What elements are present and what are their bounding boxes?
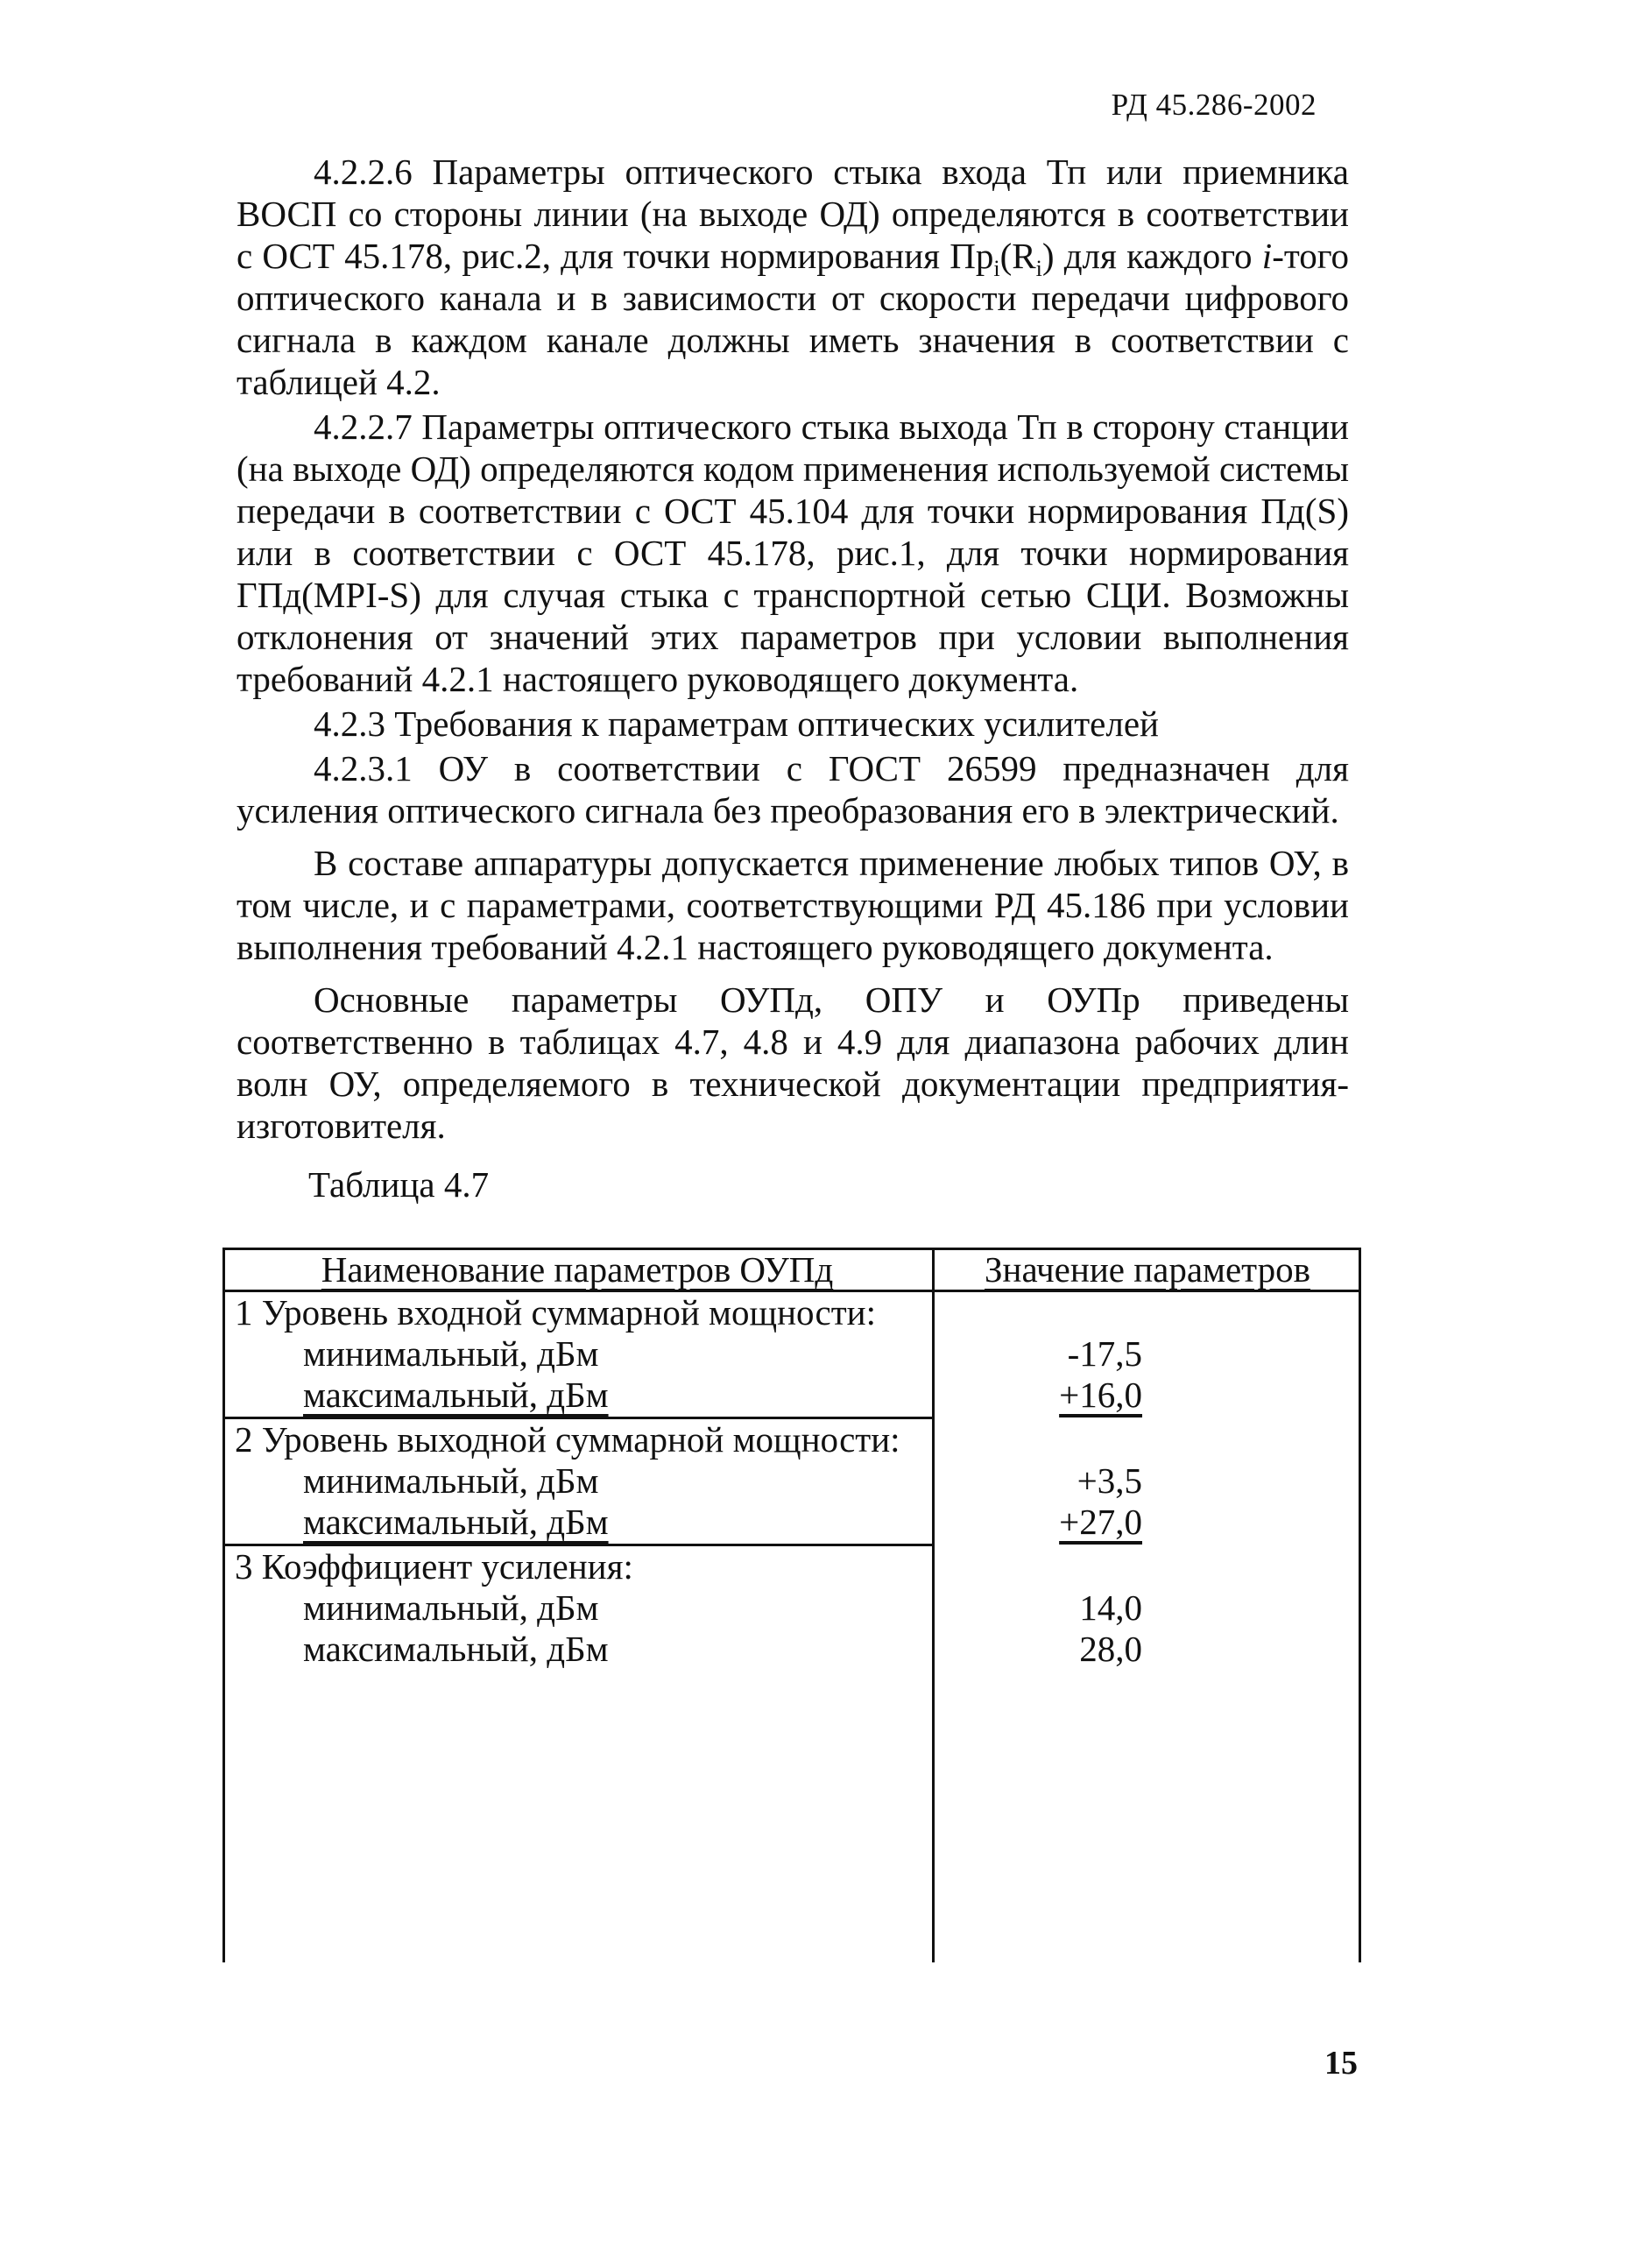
subscript-i: i	[993, 256, 1000, 282]
row-value: 28,0	[1079, 1629, 1142, 1669]
paragraph-4-2-3-1: 4.2.3.1 ОУ в соответствии с ГОСТ 26599 предназначен для усиления оптического сигнала без преобразования его в электрический.	[237, 748, 1349, 831]
paragraph-main-params: Основные параметры ОУПд, ОПУ и ОУПр приведены соответственно в таблицах 4.7, 4.8 и 4.9 для диапазона рабочих длин волн ОУ, определяемого в технической документации предприятия-изготовителя.	[237, 979, 1349, 1146]
row-label: минимальный, дБм	[303, 1333, 599, 1374]
paragraph-text: 4.2.2.6 Параметры оптического стыка входа Тп или приемника ВОСП со стороны линии (на выходе ОД) определяются в соответствии с ОСТ 45.178, рис.2, для точки нормирования Пр	[237, 152, 1349, 276]
document-code: РД 45.286-2002	[1111, 88, 1317, 122]
row-label: максимальный, дБм	[303, 1629, 609, 1669]
row-value: +27,0	[1059, 1502, 1142, 1542]
row-label: максимальный, дБм	[303, 1375, 609, 1415]
row-value: -17,5	[1067, 1333, 1142, 1374]
row-label: максимальный, дБм	[303, 1502, 609, 1542]
header-param-name: Наименование параметров ОУПд	[321, 1249, 834, 1290]
paragraph-4-2-2-7: 4.2.2.7 Параметры оптического стыка выхода Тп в сторону станции (на выходе ОД) определяются кодом применения используемой системы передачи в соответствии с ОСТ 45.104 для точки нормирования Пд(S) или в соответствии с ОСТ 45.178, рис.1, для точки нормирования ГПд(MPI-S) для случая стыка с транспортной сетью СЦИ. Возможны отклонения от значений этих параметров при условии выполнения требований 4.2.1 настоящего руководящего документа.	[237, 406, 1349, 699]
group-title: 3 Коэффициент усиления:	[235, 1546, 633, 1587]
table-group	[222, 1419, 932, 1546]
paragraph-text: (R	[999, 236, 1036, 276]
paragraph-4-2-3: 4.2.3 Требования к параметрам оптических усилителей	[314, 703, 1159, 744]
row-label: минимальный, дБм	[303, 1460, 599, 1501]
paragraph-4-2-2-6	[237, 151, 1349, 403]
row-value: 14,0	[1079, 1587, 1142, 1628]
paragraph-text: ) для каждого	[1041, 236, 1262, 276]
page-number: 15	[1324, 2045, 1358, 2082]
subscript-i: i	[1035, 256, 1042, 282]
paragraph-equipment: В составе аппаратуры допускается применение любых типов ОУ, в том числе, и с параметрами, соответствующими РД 45.186 при условии выполнения требований 4.2.1 настоящего руководящего документа.	[237, 843, 1349, 967]
row-value: +16,0	[1059, 1375, 1142, 1415]
table-header-row	[222, 1248, 1361, 1292]
table-group	[222, 1292, 932, 1419]
row-value: +3,5	[1077, 1460, 1142, 1501]
header-param-value: Значение параметров	[985, 1249, 1310, 1290]
table-group	[222, 1546, 932, 1671]
group-title: 1 Уровень входной суммарной мощности:	[235, 1292, 876, 1333]
group-title: 2 Уровень выходной суммарной мощности:	[235, 1419, 900, 1460]
paragraph-text: -того оптического канала и в зависимости от скорости передачи цифрового сигнала в каждом канале должны иметь значения в соответствии с таблицей 4.2.	[237, 236, 1350, 402]
parameters-table	[222, 1248, 1361, 1962]
row-label: минимальный, дБм	[303, 1587, 599, 1628]
italic-i: i	[1261, 236, 1273, 276]
table-caption: Таблица 4.7	[308, 1164, 490, 1205]
body-text	[237, 151, 1349, 1147]
table-right-border	[1359, 1248, 1361, 1962]
table-column-divider	[932, 1248, 935, 1962]
